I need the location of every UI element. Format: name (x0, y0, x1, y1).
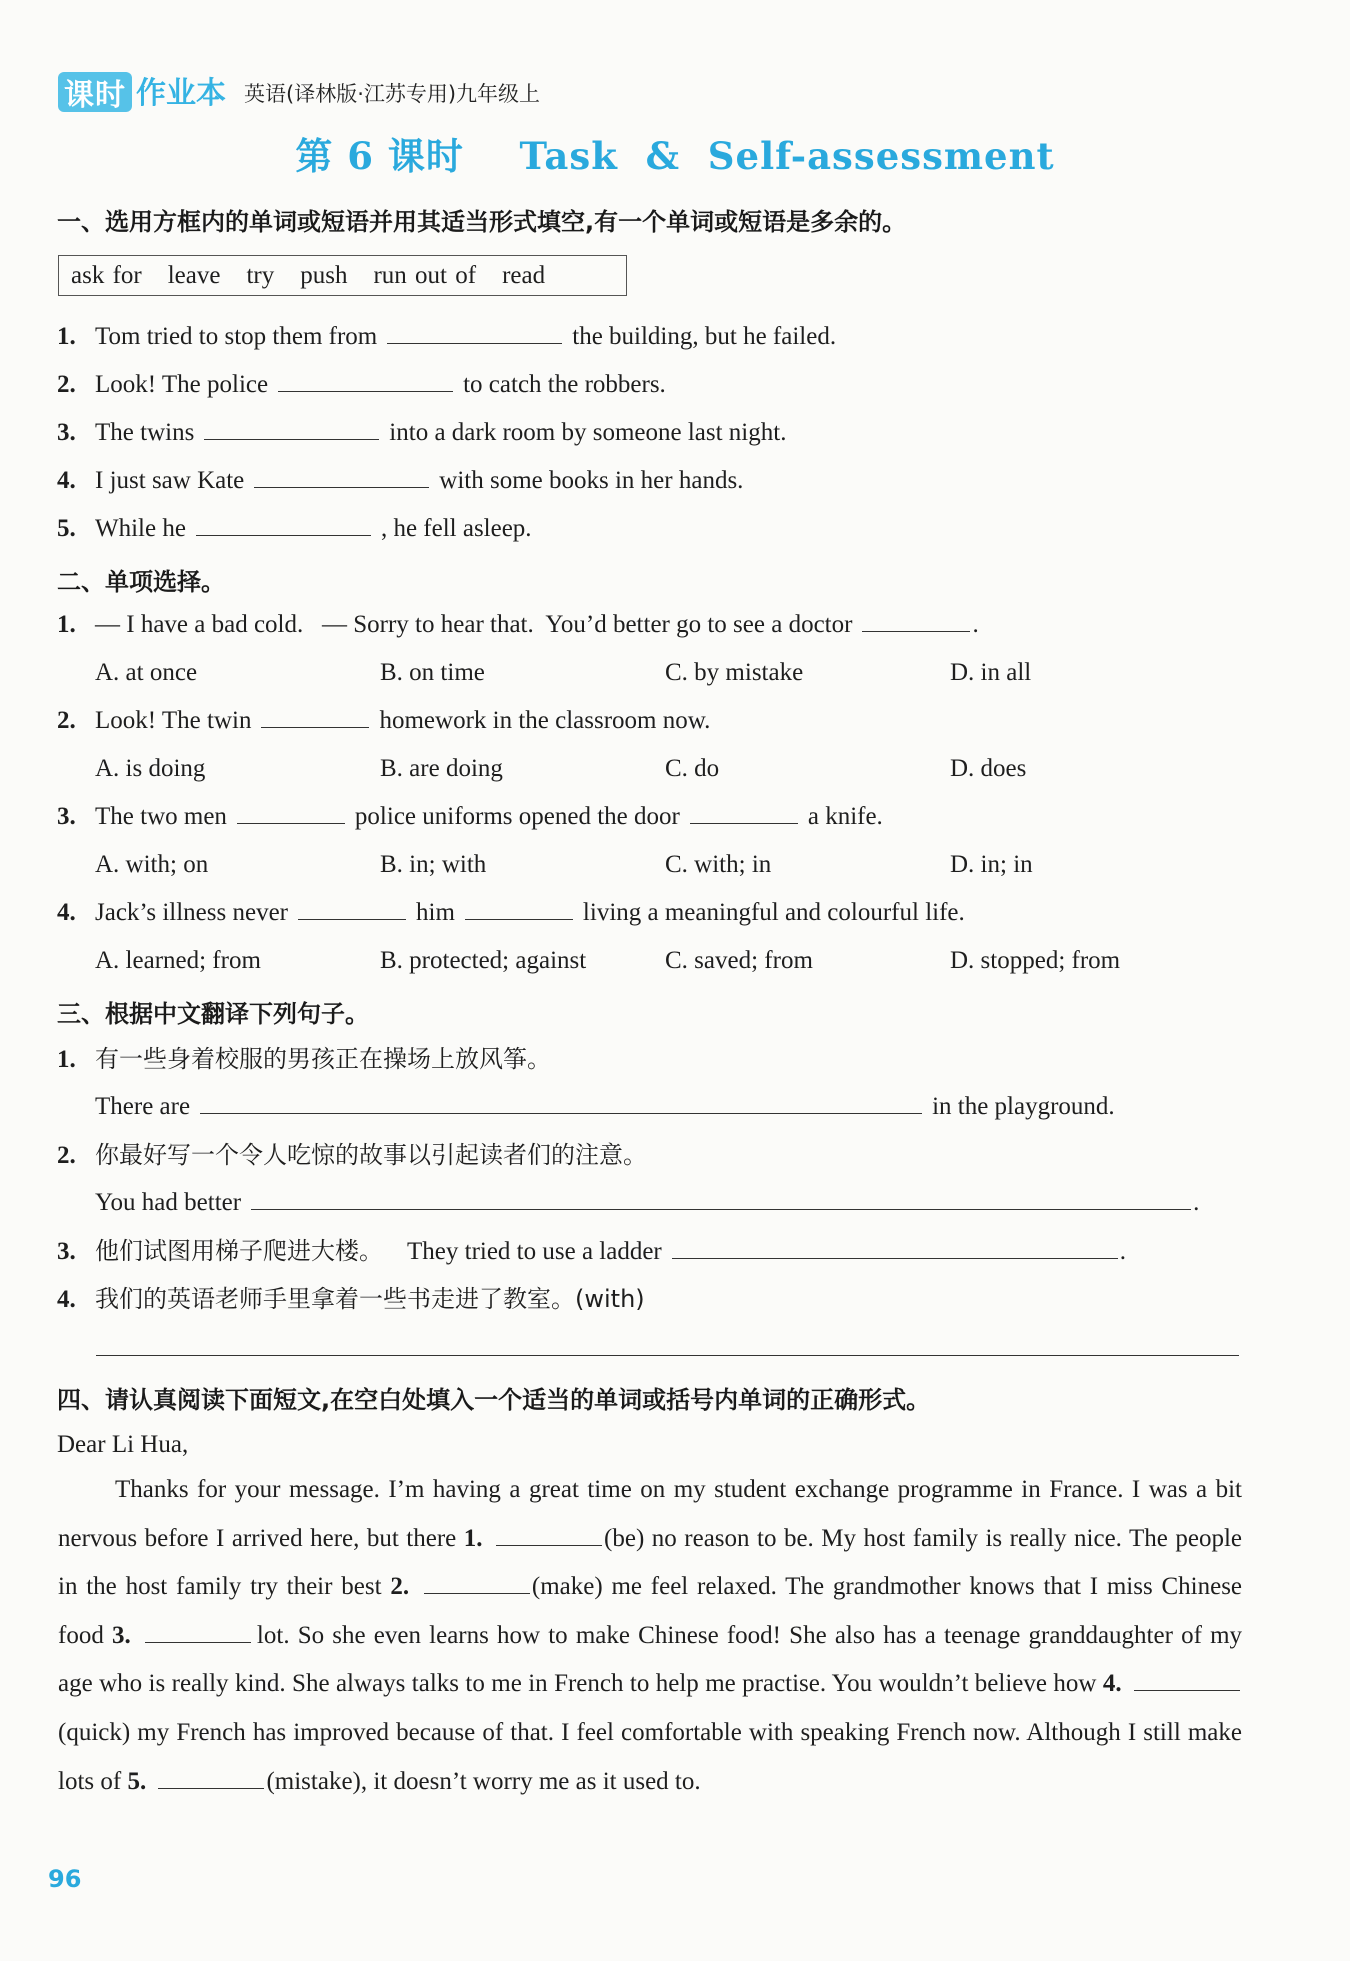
answer-blank[interactable] (298, 897, 406, 920)
s2-question: 2. Look! The twin homework in the classroom now. (57, 707, 711, 734)
section3-heading: 三、根据中文翻译下列句子。 (57, 1000, 369, 1028)
s2-question: 3. The two men police uniforms opened the door a knife. (57, 803, 883, 830)
answer-blank[interactable] (261, 705, 369, 728)
word-option: ask for (71, 261, 142, 289)
letter-greeting: Dear Li Hua, (57, 1431, 189, 1458)
choice-option[interactable]: C. saved; from (665, 947, 813, 974)
choice-option[interactable]: C. by mistake (665, 659, 804, 686)
word-option: run out of (373, 261, 477, 289)
word-box (58, 255, 627, 296)
choice-option[interactable]: B. protected; against (380, 947, 587, 974)
answer-blank[interactable] (204, 417, 379, 440)
choice-option[interactable]: C. do (665, 755, 720, 782)
answer-blank[interactable] (251, 1187, 1191, 1210)
answer-blank[interactable] (200, 1091, 922, 1114)
s3-item-chinese: 1. 有一些身着校服的男孩正在操场上放风筝。 (57, 1045, 551, 1073)
s2-question: 4. Jack’s illness never him living a meaningful and colourful life. (57, 899, 965, 926)
choice-option[interactable]: A. with; on (95, 851, 209, 878)
s1-item: 2. Look! The police to catch the robbers. (57, 371, 666, 398)
choice-option[interactable]: B. on time (380, 659, 485, 686)
choice-option[interactable]: B. are doing (380, 755, 503, 782)
answer-blank[interactable] (690, 801, 798, 824)
word-option: try (246, 261, 275, 289)
lesson-title: 第 6 课时 Task & Self-assessment (295, 134, 1055, 178)
section2-heading: 二、单项选择。 (57, 568, 225, 596)
choice-option[interactable]: A. is doing (95, 755, 206, 782)
answer-blank[interactable] (145, 1620, 251, 1643)
answer-blank[interactable] (862, 609, 970, 632)
answer-blank[interactable] (158, 1766, 264, 1789)
answer-blank[interactable] (278, 369, 453, 392)
s3-item-answer: There are in the playground. (95, 1093, 1115, 1120)
letter-body: Thanks for your message. I’m having a great time on my student exchange programme in France. I was a bit nervous before I arrived here, but there 1. (be) no reason to be. My host family is really nice. The people in the host family try their best 2. (make) me feel relaxed. The grandmother knows that I miss Chinese food 3. lot. So she even learns how to make Chinese food! She also has a teenage granddaughter of my age who is really kind. She always talks to me in French to help me practise. You wouldn’t believe how 4. (quick) my French has improved because of that. I feel comfortable with speaking French now. Although I still make lots of 5. (mistake), it doesn’t worry me as it used to. (58, 1476, 1243, 1795)
brand-logo-text: 作业本 (136, 76, 226, 111)
choice-option[interactable]: A. at once (95, 659, 198, 686)
choice-option[interactable]: D. does (950, 755, 1027, 782)
answer-blank[interactable] (672, 1236, 1118, 1259)
brand-logo-box: 课时 (58, 72, 132, 112)
s2-question: 1. — I have a bad cold. — Sorry to hear that. You’d better go to see a doctor . (57, 611, 979, 638)
s3-item-chinese: 4. 我们的英语老师手里拿着一些书走进了教室。(with) (57, 1285, 645, 1313)
s3-item: 3. 他们试图用梯子爬进大楼。 They tried to use a ladder . (57, 1237, 1127, 1265)
answer-blank[interactable] (254, 465, 429, 488)
choice-option[interactable]: B. in; with (380, 851, 487, 878)
answer-blank[interactable] (465, 897, 573, 920)
s3-item-chinese: 2. 你最好写一个令人吃惊的故事以引起读者们的注意。 (57, 1141, 647, 1169)
subject-label: 英语(译林版·江苏专用)九年级上 (244, 82, 541, 106)
answer-blank[interactable] (196, 513, 371, 536)
s1-item: 1. Tom tried to stop them from the building, but he failed. (57, 323, 837, 350)
s1-item: 5. While he , he fell asleep. (57, 515, 532, 542)
page-header (58, 68, 540, 112)
choice-option[interactable]: D. stopped; from (950, 947, 1121, 974)
s3-item-answer: You had better . (95, 1189, 1200, 1216)
choice-option[interactable]: C. with; in (665, 851, 772, 878)
choice-option[interactable]: D. in; in (950, 851, 1033, 878)
choice-option[interactable]: D. in all (950, 659, 1032, 686)
s1-item: 4. I just saw Kate with some books in her hands. (57, 467, 744, 494)
answer-line[interactable] (96, 1355, 1239, 1356)
answer-blank[interactable] (1134, 1668, 1240, 1691)
page-number: 96 (48, 1865, 82, 1893)
word-option: leave (167, 261, 221, 289)
word-option: read (502, 261, 546, 289)
word-option: push (300, 261, 348, 289)
answer-blank[interactable] (387, 321, 562, 344)
section4-heading: 四、请认真阅读下面短文,在空白处填入一个适当的单词或括号内单词的正确形式。 (57, 1386, 931, 1414)
s1-item: 3. The twins into a dark room by someone last night. (57, 419, 787, 446)
answer-blank[interactable] (237, 801, 345, 824)
answer-blank[interactable] (424, 1571, 530, 1594)
answer-blank[interactable] (496, 1523, 602, 1546)
section1-heading: 一、选用方框内的单词或短语并用其适当形式填空,有一个单词或短语是多余的。 (57, 208, 907, 236)
choice-option[interactable]: A. learned; from (95, 947, 261, 974)
